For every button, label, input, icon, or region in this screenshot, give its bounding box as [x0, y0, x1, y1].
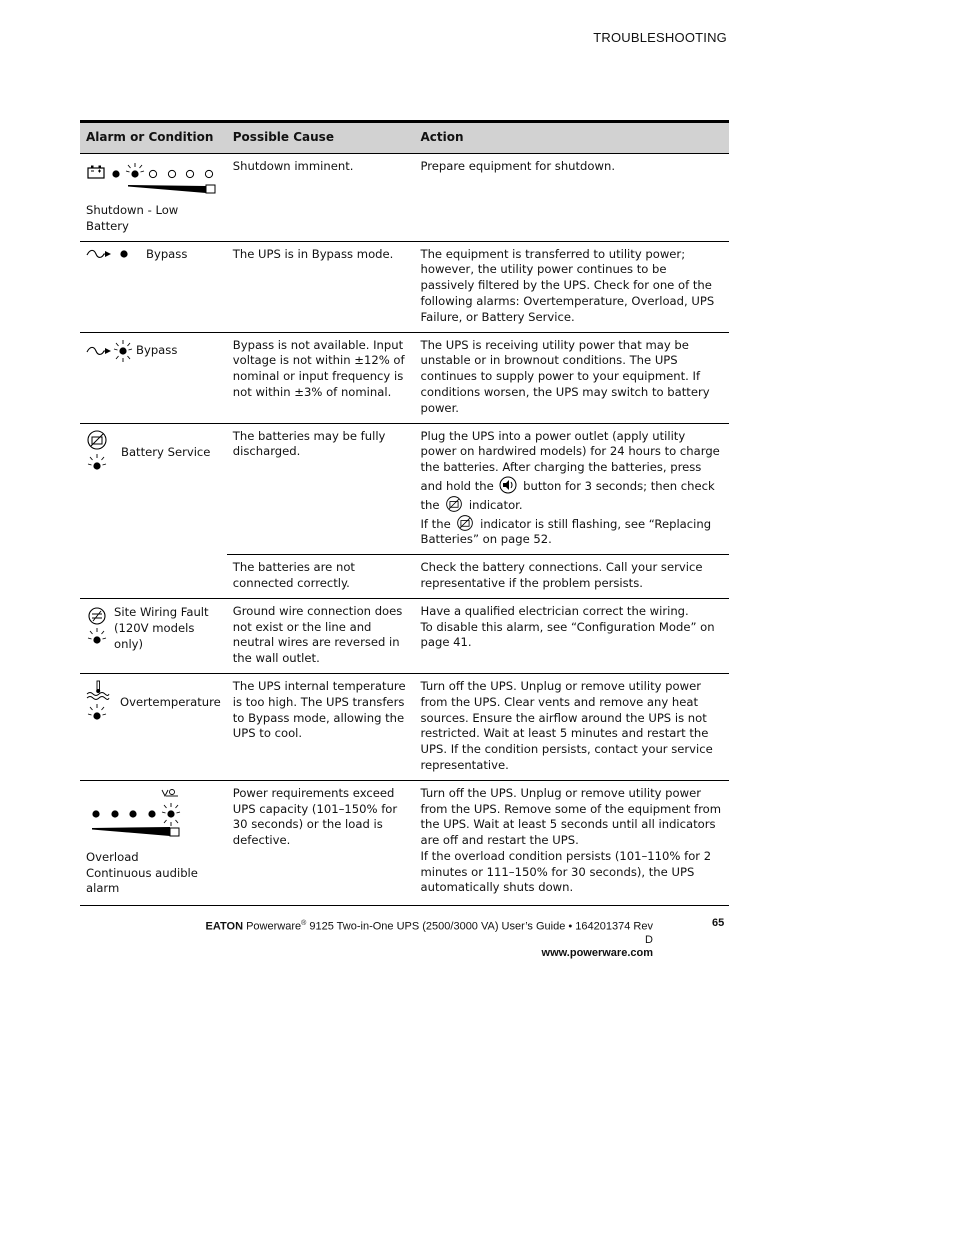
cause-cell: The UPS is in Bypass mode.: [227, 241, 415, 332]
action-text-part: If the: [420, 516, 451, 531]
alarm-cell: [80, 598, 227, 673]
action-cell: [415, 598, 730, 673]
action-text: If the overload condition persists (101–110% for 2 minutes or 111–150% for 30 seconds), the UPS automatically shuts down.: [420, 848, 712, 895]
footer-product: Powerware: [246, 920, 302, 933]
alarm-label-line: Continuous audible: [86, 865, 198, 880]
action-text-part: indicator.: [468, 497, 523, 512]
battery-service-icon: [86, 429, 108, 451]
action-cell: [415, 154, 730, 242]
action-text-part: Plug the UPS into a power outlet (apply utility power on hardwired models) for 24 hours to charge the batteries. After charging the batteries, press and hold the: [420, 428, 720, 493]
alarm-label: Shutdown - Low Battery: [86, 203, 179, 233]
action-cell: [415, 780, 730, 905]
alarm-mute-button-icon: [499, 476, 517, 494]
action-text-part: button for 3 seconds; then check the: [420, 478, 715, 512]
troubleshooting-table: [80, 120, 729, 906]
action-text-part: indicator is still flashing, see “Replacing Batteries” on page 52.: [420, 516, 712, 547]
overtemperature-icon: [86, 679, 110, 701]
alarm-label-line: alarm: [86, 881, 120, 896]
action-text: Have a qualified electrician correct the wiring.: [420, 603, 689, 618]
action-text: Check the battery connections. Call your service representative if the problem persists.: [420, 560, 703, 590]
page-number: 65: [712, 917, 725, 929]
table-row: [80, 332, 729, 423]
alarm-label: Battery Service: [121, 444, 211, 459]
low-battery-indicator-icon: [86, 159, 218, 197]
action-text: [421, 429, 724, 514]
footer-title: 9125 Two-in-One UPS (2500/3000 VA) User’s Guide • 164201374 Rev D: [306, 920, 653, 946]
alarm-label: Bypass: [136, 342, 178, 357]
action-text: To disable this alarm, see “Configuration Mode” on page 41.: [420, 619, 715, 650]
action-cell: [415, 241, 730, 332]
alarm-label: Site Wiring Fault (120V models only): [114, 604, 209, 651]
flashing-indicator-icon: [86, 701, 108, 727]
column-header-alarm: Alarm or Condition: [80, 122, 227, 154]
battery-service-icon: [445, 495, 463, 513]
cause-cell: Power requirements exceed UPS capacity (101–150% for 30 seconds) or the load is defective.: [227, 780, 415, 905]
alarm-cell: [80, 780, 227, 905]
alarm-cell: [80, 555, 227, 599]
alarm-cell: [80, 673, 227, 780]
action-cell: [415, 555, 730, 599]
alarm-cell: [80, 332, 227, 423]
battery-service-icon: [456, 514, 474, 532]
section-header: TROUBLESHOOTING: [593, 30, 727, 45]
cause-cell: Ground wire connection does not exist or the line and neutral wires are reversed in the wall outlet.: [227, 598, 415, 673]
flashing-indicator-icon: [86, 626, 108, 650]
table-row: [80, 423, 729, 555]
table-row: [80, 241, 729, 332]
cause-cell: The UPS internal temperature is too high. The UPS transfers to Bypass mode, allowing the UPS to cool.: [227, 673, 415, 780]
action-text: The UPS is receiving utility power that may be unstable or in brownout conditions. The UPS continues to supply power to your equipment. If conditions worsen, the UPS may switch to battery power.: [420, 337, 710, 415]
column-header-action: Action: [415, 122, 730, 154]
bypass-icon: [86, 247, 112, 261]
action-text: Turn off the UPS. Unplug or remove utility power from the UPS. Clear vents and remove any heat sources. Ensure the airflow around the UPS is not restricted. Wait at least 5 minutes and restart the UPS. If the condition persists, contact your service representative.: [420, 678, 713, 772]
cause-cell: The batteries may be fully discharged.: [227, 423, 415, 555]
action-cell: [415, 332, 730, 423]
action-cell: [415, 673, 730, 780]
alarm-label: Overtemperature: [120, 695, 221, 710]
table-row: [80, 780, 729, 905]
table-row: [80, 154, 729, 242]
cause-cell: The batteries are not connected correctly.: [227, 555, 415, 599]
column-header-cause: Possible Cause: [227, 122, 415, 154]
footer-brand: EATON: [205, 920, 244, 933]
table-row: [80, 673, 729, 780]
cause-cell: Bypass is not available. Input voltage is not within ±12% of nominal or input frequency is not within ±3% of nominal.: [227, 332, 415, 423]
action-text: [421, 514, 724, 549]
alarm-label: Bypass: [146, 246, 188, 261]
flashing-indicator-icon: [112, 338, 134, 364]
action-text: Turn off the UPS. Unplug or remove utility power from the UPS. Remove some of the equipment from the UPS. Wait at least 5 seconds until all indicators are off and restart the UPS.: [420, 785, 722, 848]
footer-reg-mark: ®: [301, 920, 307, 927]
cause-cell: Shutdown imminent.: [227, 154, 415, 242]
indicator-on-icon: [116, 247, 136, 261]
table-row: [80, 555, 729, 599]
table-row: [80, 598, 729, 673]
footer-url: www.powerware.com: [541, 946, 653, 959]
page-footer: [205, 917, 653, 960]
overload-indicator-icon: [86, 786, 186, 842]
action-cell: [415, 423, 730, 555]
alarm-cell: [80, 154, 227, 242]
bypass-icon: [86, 344, 112, 358]
table-header-row: [80, 122, 729, 154]
site-wiring-fault-icon: [86, 606, 108, 626]
action-text: Prepare equipment for shutdown.: [420, 159, 616, 173]
flashing-indicator-icon: [86, 451, 108, 477]
alarm-cell: [80, 423, 227, 555]
alarm-cell: [80, 241, 227, 332]
action-text: The equipment is transferred to utility power; however, the utility power continues to be passively filtered by the UPS. Check for one of the following alarms: Overtemperature, Overload, UPS Failure, or Battery Service.: [420, 246, 715, 324]
alarm-label-line: Overload: [86, 849, 139, 864]
footer-title-line: [205, 917, 653, 947]
